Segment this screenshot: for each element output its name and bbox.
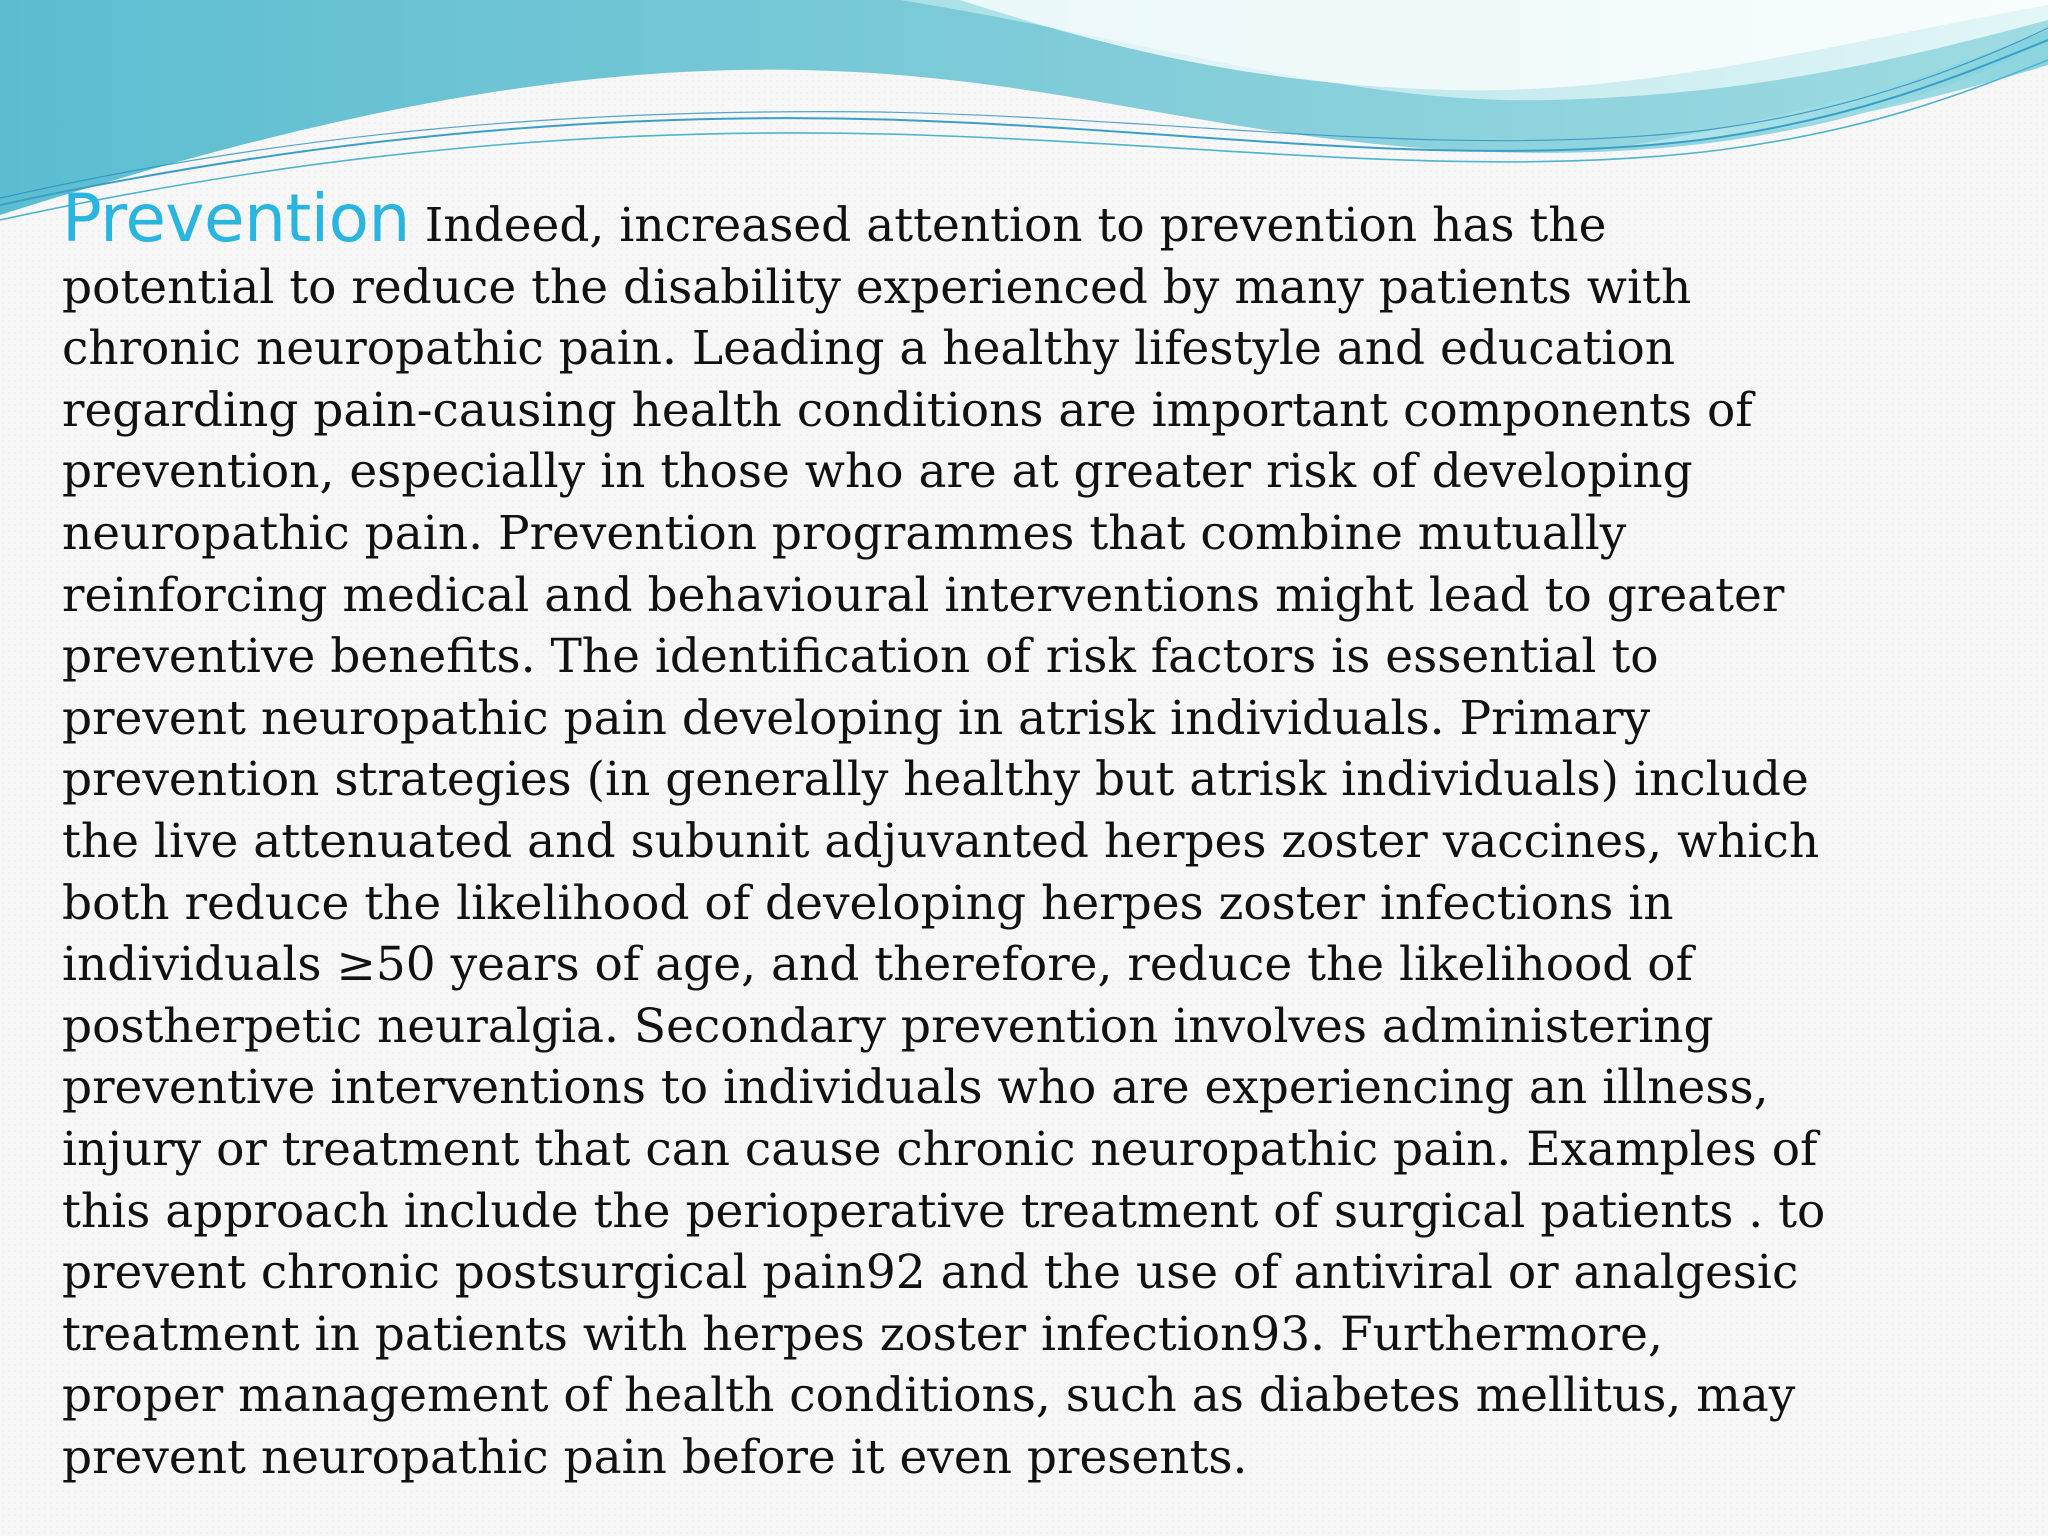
body-line: injury or treatment that can cause chronic neuropathic pain. Examples of: [62, 1121, 1818, 1177]
body-line: reinforcing medical and behavioural interventions might lead to greater: [62, 567, 1785, 623]
first-line: [62, 180, 1962, 257]
body-line: preventive benefits. The identification of risk factors is essential to: [62, 629, 1659, 685]
body-line: prevention, especially in those who are at greater risk of developing: [62, 444, 1693, 500]
body-line: postherpetic neuralgia. Secondary prevention involves administering: [62, 998, 1714, 1054]
slide-title: Prevention: [62, 180, 410, 257]
body-line: both reduce the likelihood of developing herpes zoster infections in: [62, 875, 1674, 931]
body-line: regarding pain-causing health conditions are important components of: [62, 382, 1753, 438]
slide-body: [62, 180, 1962, 1488]
body-line: prevent chronic postsurgical pain92 and the use of antiviral or analgesic: [62, 1245, 1799, 1301]
body-line: proper management of health conditions, such as diabetes mellitus, may: [62, 1368, 1796, 1424]
body-line: the live attenuated and subunit adjuvanted herpes zoster vaccines, which: [62, 813, 1820, 869]
body-line: neuropathic pain. Prevention programmes that combine mutually: [62, 505, 1627, 561]
body-line: prevent neuropathic pain before it even presents.: [62, 1429, 1248, 1485]
body-line: chronic neuropathic pain. Leading a healthy lifestyle and education: [62, 321, 1676, 377]
body-line: this approach include the perioperative treatment of surgical patients . to: [62, 1183, 1826, 1239]
body-line: prevent neuropathic pain developing in atrisk individuals. Primary: [62, 690, 1651, 746]
body-line: individuals ≥50 years of age, and therefore, reduce the likelihood of: [62, 937, 1694, 993]
body-line: preventive interventions to individuals who are experiencing an illness,: [62, 1060, 1769, 1116]
body-line: prevention strategies (in generally healthy but atrisk individuals) include: [62, 752, 1809, 808]
body-line: Indeed, increased attention to prevention has the: [409, 198, 1607, 253]
body-line: treatment in patients with herpes zoster infection93. Furthermore,: [62, 1306, 1663, 1362]
body-line: potential to reduce the disability experienced by many patients with: [62, 259, 1692, 315]
